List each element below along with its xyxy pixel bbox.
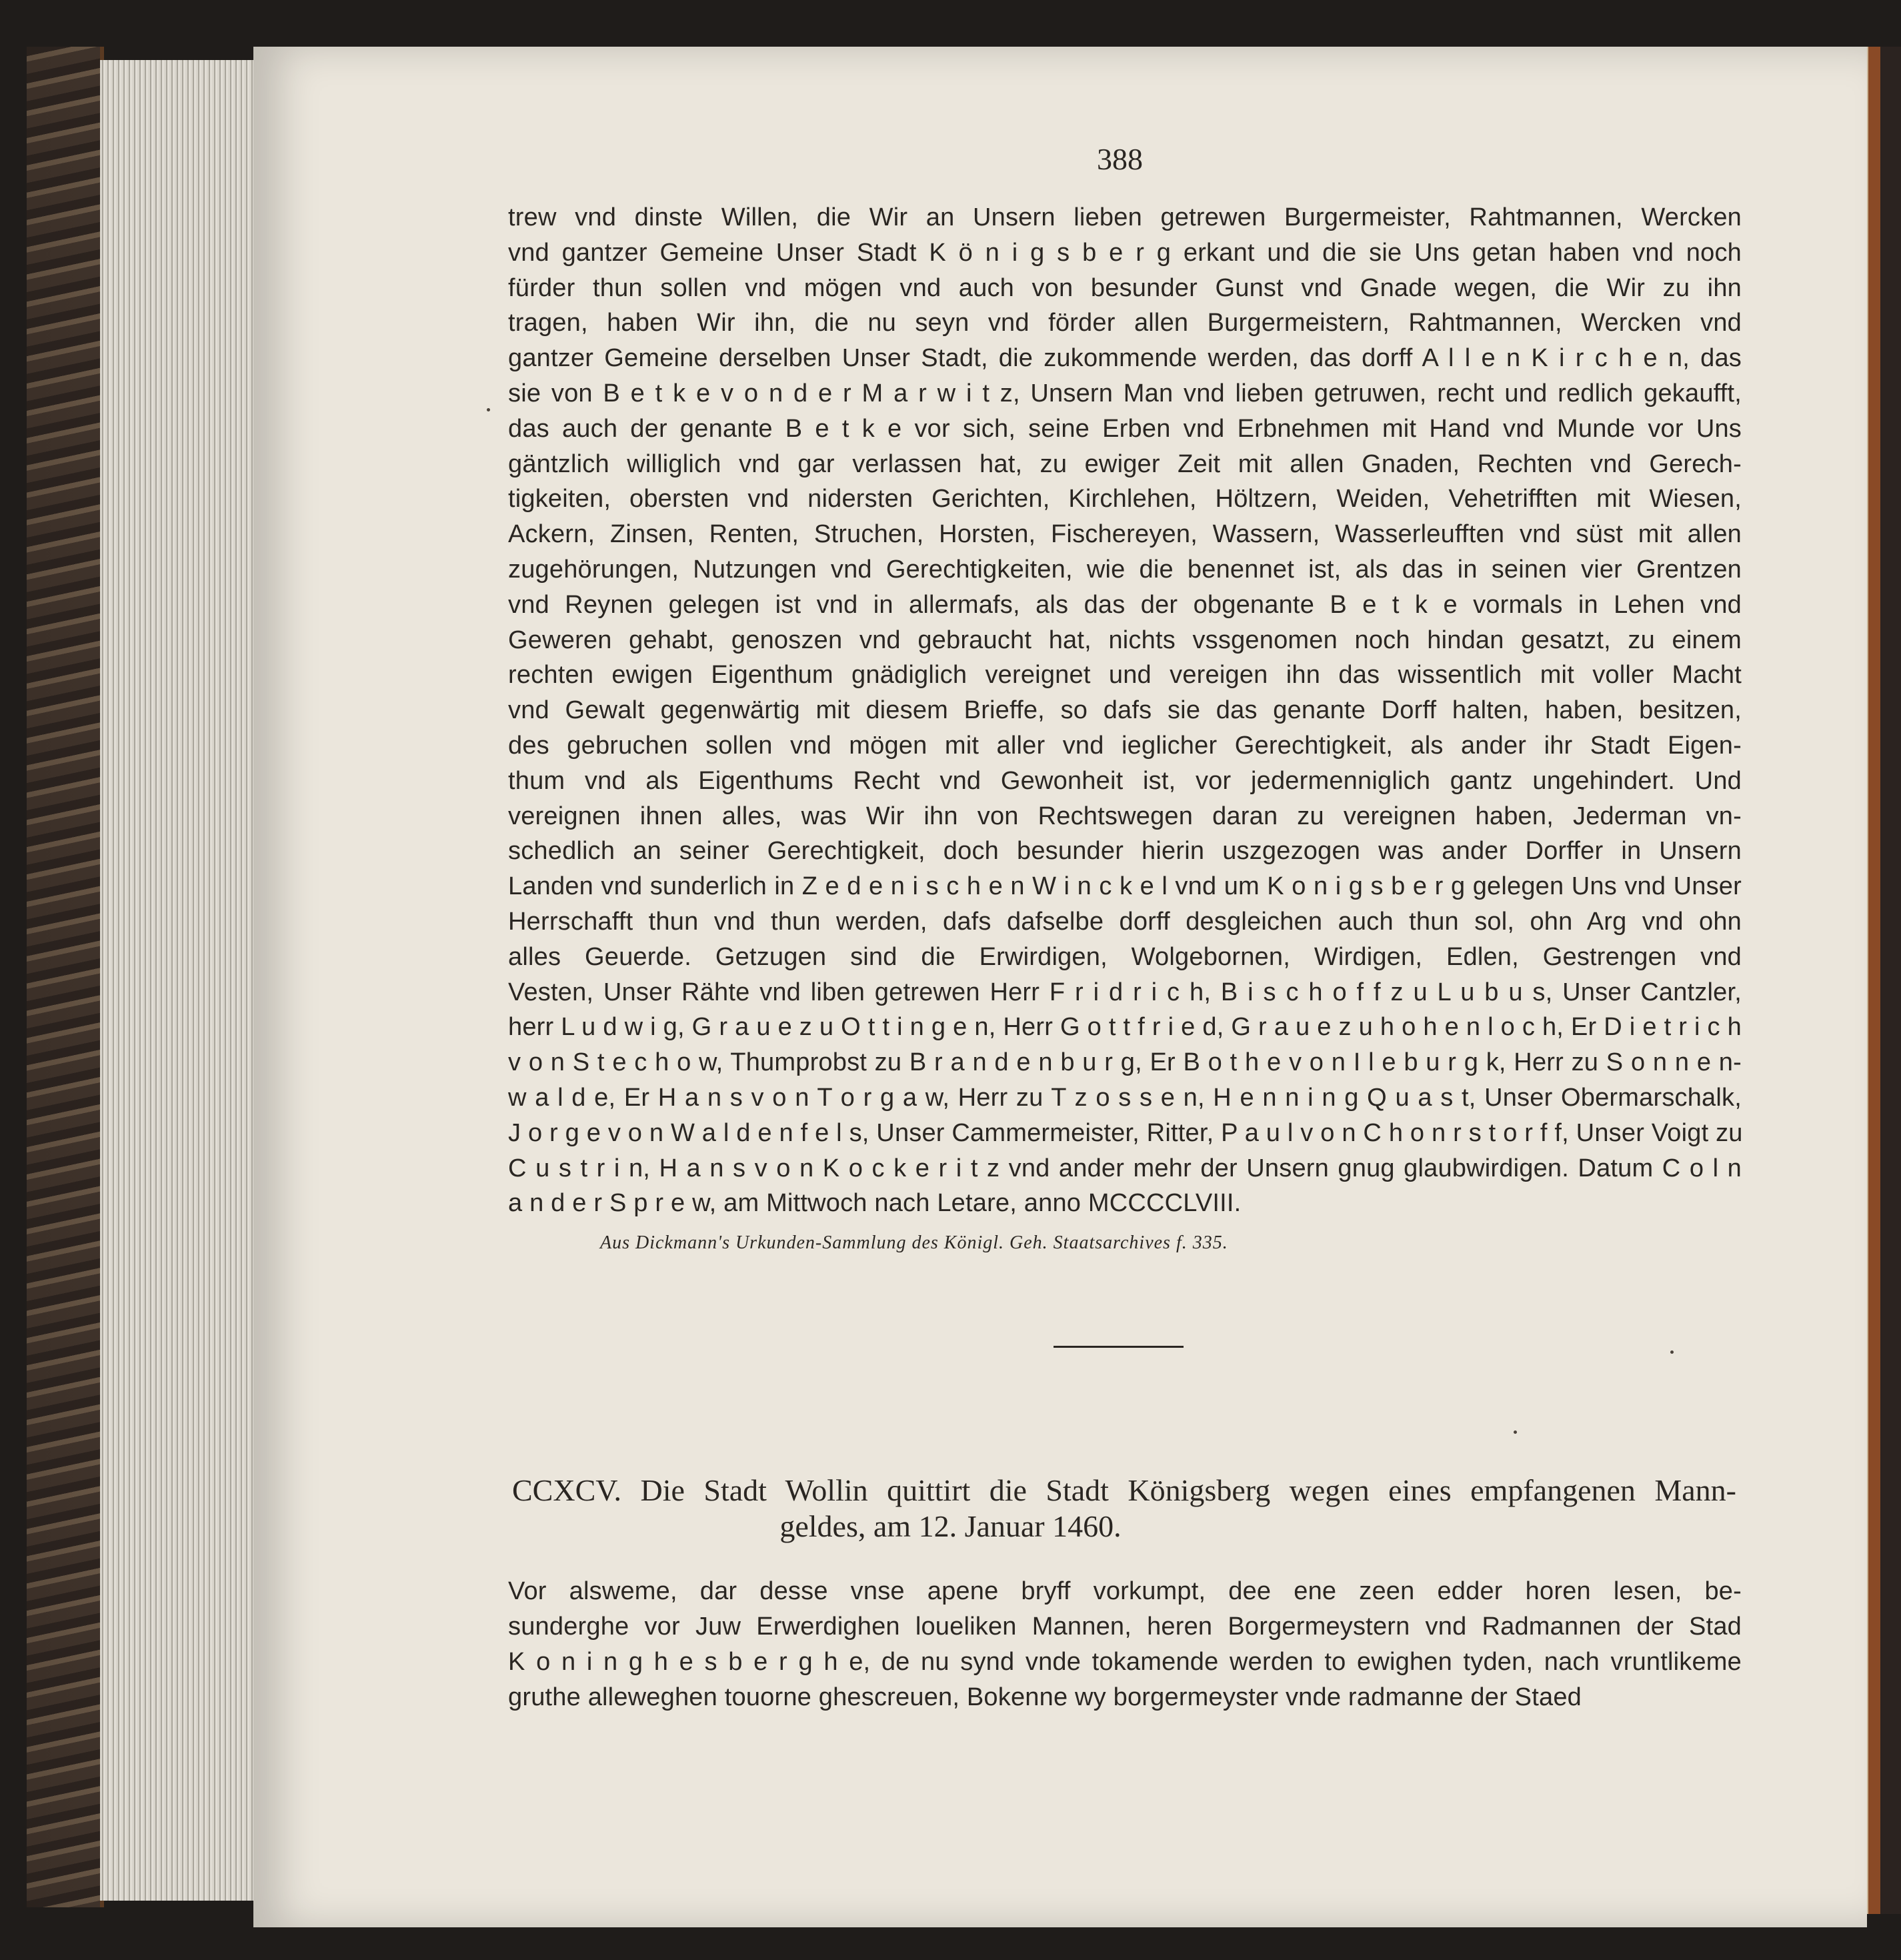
text-line: vereignen ihnen alles, was Wir ihn von Rechtswegen daran zu vereignen haben, Jederman vn- [508,802,1742,830]
text-line: alles Geuerde. Getzugen sind die Erwirdigen, Wolgebornen, Wirdigen, Edlen, Gestrengen vnd [508,942,1742,971]
text-line: Vor alsweme, dar desse vnse apene bryff vorkumpt, dee ene zeen edder horen lesen, be- [508,1577,1742,1605]
text-line: Geweren gehabt, genoszen vnd gebraucht hat, nichts vssgenomen noch hindan gesatzt, zu einem [508,626,1742,654]
text-line: C u s t r i n, H a n s v o n K o c k e r i t z vnd ander mehr der Unsern gnug glaubwirdigen. Datum C o l n [508,1154,1742,1182]
text-line: Vesten, Unser Rähte vnd liben getrewen Herr F r i d r i c h, B i s c h o f f z u L u b u s, Unser Cantzler, [508,978,1742,1006]
section-divider [1054,1346,1184,1348]
book-cover-left [27,47,104,1907]
page-edges [100,60,267,1901]
text-line: tragen, haben Wir ihn, die nu seyn vnd förder allen Burgermeistern, Rahtmannen, Wercken vnd [508,309,1742,337]
text-line: J o r g e v o n W a l d e n f e l s, Unser Cammermeister, Ritter, P a u l v o n C h o n r s t o r f f, Unser Voigt zu [508,1118,1743,1147]
text-line: Landen vnd sunderlich in Z e d e n i s c h e n W i n c k e l vnd um K o n i g s b e r g gelegen Uns vnd Unser [508,872,1742,901]
text-line: gantzer Gemeine derselben Unser Stadt, die zukommende werden, das dorff A l l e n K i r c h e n, das [508,344,1742,373]
paper-speck [487,408,490,411]
text-line: thum vnd als Eigenthums Recht vnd Gewonheit ist, vor jedermenniglich gantz ungehindert. Und [508,766,1742,795]
text-line: gruthe alleweghen touorne ghescreuen, Bokenne wy borgermeyster vnde radmanne der Staed [508,1683,1582,1711]
text-line: sie von B e t k e v o n d e r M a r w i t z, Unsern Man vnd lieben getruwen, recht und redlich gekaufft, [508,379,1742,407]
text-line: Ackern, Zinsen, Renten, Struchen, Horsten, Fischereyen, Wassern, Wasserleufften vnd süst mit allen [508,520,1742,549]
paper-speck [1514,1430,1517,1434]
text-line: Herrschafft thun vnd thun werden, dafs dafselbe dorff desgleichen auch thun sol, ohn Arg vnd ohn [508,908,1742,936]
source-note: Aus Dickmann's Urkunden-Sammlung des Königl. Geh. Staatsarchives f. 335. [600,1232,1228,1253]
text-line: zugehörungen, Nutzungen vnd Gerechtigkeiten, wie die benennet ist, als das in seinen vier Grentzen [508,556,1742,584]
text-line: w a l d e, Er H a n s v o n T o r g a w, Herr zu T z o s s e n, H e n n i n g Q u a s t, Unser Obermarschalk, [508,1084,1742,1112]
text-line: schedlich an seiner Gerechtigkeit, doch besunder hierin uszgezogen was ander Dorffer in Unsern [508,837,1742,866]
text-line: vnd Reynen gelegen ist vnd in allermafs, als das der obgenante B e t k e vormals in Lehen vnd [508,590,1742,619]
text-line: rechten ewigen Eigenthum gnädiglich vereignet und vereigen ihn das wissentlich mit voller Macht [508,661,1742,690]
text-line: trew vnd dinste Willen, die Wir an Unsern lieben getrewen Burgermeister, Rahtmannen, Wercken [508,203,1742,231]
document-heading-line-2: geldes, am 12. Januar 1460. [779,1509,1122,1543]
text-line: a n d e r S p r e w, am Mittwoch nach Letare, anno MCCCCLVIII. [508,1189,1242,1218]
text-line: das auch der genante B e t k e vor sich, seine Erben vnd Erbnehmen mit Hand vnd Munde vor Uns [508,414,1742,443]
document-heading-line-1: CCXCV. Die Stadt Wollin quittirt die Stadt Königsberg wegen eines empfangenen Mann- [512,1473,1736,1507]
paper-speck [1670,1350,1674,1354]
text-line: v o n S t e c h o w, Thumprobst zu B r a n d e n b u r g, Er B o t h e v o n I l e b u r g k, Herr zu S o n n e n- [508,1048,1742,1077]
text-line: vnd Gewalt gegenwärtig mit diesem Brieffe, so dafs sie das genante Dorff halten, haben, besitzen, [508,696,1742,725]
text-line: herr L u d w i g, G r a u e z u O t t i n g e n, Herr G o t t f r i e d, G r a u e z u h o h e n l o c h, Er D i e t r i c h [508,1013,1742,1042]
text-line: gäntzlich williglich vnd gar verlassen hat, zu ewiger Zeit mit allen Gnaden, Rechten vnd Gerech- [508,449,1742,478]
text-line: fürder thun sollen vnd mögen vnd auch von besunder Gunst vnd Gnade wegen, die Wir zu ihn [508,273,1742,302]
text-line: des gebruchen sollen vnd mögen mit aller vnd ieglicher Gerechtigkeit, als ander ihr Stadt Eigen- [508,732,1742,760]
text-line: vnd gantzer Gemeine Unser Stadt K ö n i g s b e r g erkant und die sie Uns getan haben vnd noch [508,238,1742,267]
text-line: sunderghe vor Juw Erwerdighen loueliken Mannen, heren Borgermeystern vnd Radmannen der Stad [508,1613,1742,1641]
text-line: K o n i n g h e s b e r g h e, de nu synd vnde tokamende werden to ewighen tyden, nach vruntlikeme [508,1648,1742,1676]
page-number: 388 [1097,142,1143,176]
text-line: tigkeiten, obersten vnd nidersten Gerichten, Kirchlehen, Höltzern, Weiden, Vehetrifften mit Wiesen, [508,485,1742,514]
